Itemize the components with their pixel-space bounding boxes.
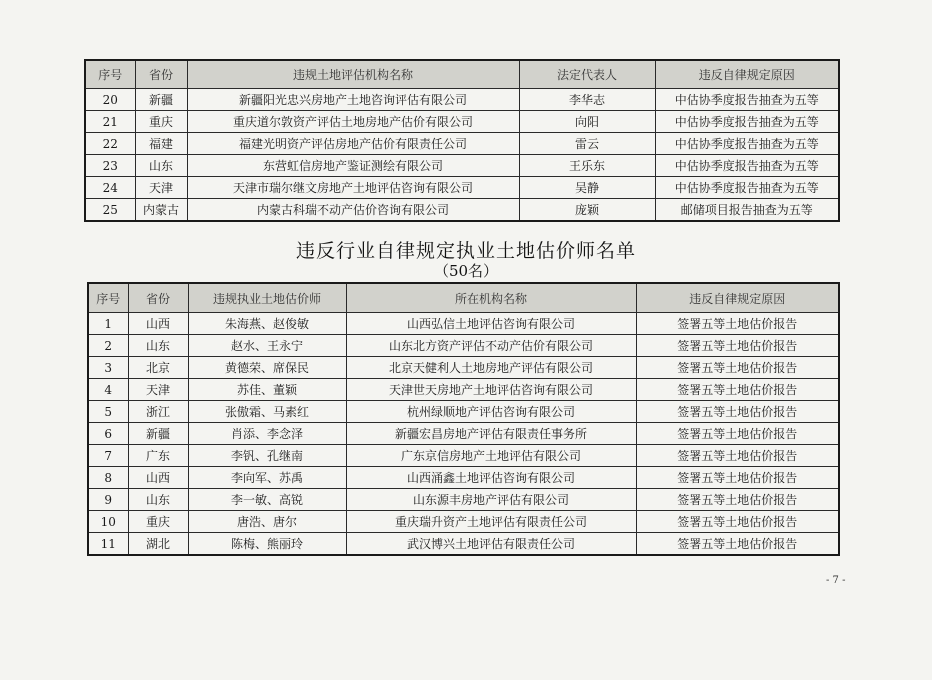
cell-legal-representative: 王乐东 [519,155,655,177]
table-row [88,533,839,556]
cell-valuer-names: 肖添、李念泽 [188,423,346,445]
cell-index: 7 [88,445,128,467]
cell-index: 25 [85,199,135,222]
violating-organizations-table [84,59,840,222]
table-row [85,133,839,155]
cell-organization-name: 北京天健利人土地房地产评估有限公司 [346,357,636,379]
cell-organization-name: 天津世天房地产土地评估咨询有限公司 [346,379,636,401]
table-row [85,111,839,133]
cell-province: 重庆 [135,111,187,133]
cell-valuer-names: 赵水、王永宁 [188,335,346,357]
cell-valuer-names: 陈梅、熊丽玲 [188,533,346,556]
cell-province: 山东 [128,335,188,357]
cell-index: 8 [88,467,128,489]
table-row [88,467,839,489]
section-title: 违反行业自律规定执业土地估价师名单 [295,240,636,262]
table-row [88,313,839,335]
cell-organization-name: 东营虹信房地产鉴证测绘有限公司 [187,155,519,177]
table-header-row [88,283,839,313]
table-row [88,489,839,511]
cell-violation-reason: 签署五等土地估价报告 [636,379,839,401]
cell-violation-reason: 中估协季度报告抽查为五等 [655,133,839,155]
cell-province: 山西 [128,313,188,335]
header-valuer-names: 违规执业土地估价师 [188,283,346,313]
header-province: 省份 [135,60,187,89]
table-body [85,89,839,222]
cell-province: 湖北 [128,533,188,556]
header-organization-name: 所在机构名称 [346,283,636,313]
cell-province: 山东 [135,155,187,177]
cell-organization-name: 武汉博兴土地评估有限责任公司 [346,533,636,556]
table-row [88,423,839,445]
cell-index: 2 [88,335,128,357]
cell-violation-reason: 中估协季度报告抽查为五等 [655,89,839,111]
cell-violation-reason: 签署五等土地估价报告 [636,467,839,489]
cell-organization-name: 重庆瑞升资产土地评估有限责任公司 [346,511,636,533]
cell-organization-name: 重庆道尔敦资产评估土地房地产估价有限公司 [187,111,519,133]
cell-province: 新疆 [128,423,188,445]
table-row [85,155,839,177]
cell-province: 天津 [128,379,188,401]
cell-index: 23 [85,155,135,177]
cell-organization-name: 内蒙古科瑞不动产估价咨询有限公司 [187,199,519,222]
table-row [85,89,839,111]
cell-valuer-names: 唐浩、唐尔 [188,511,346,533]
cell-index: 1 [88,313,128,335]
cell-organization-name: 天津市瑞尔继文房地产土地评估咨询有限公司 [187,177,519,199]
cell-organization-name: 山东北方资产评估不动产估价有限公司 [346,335,636,357]
cell-province: 新疆 [135,89,187,111]
cell-index: 24 [85,177,135,199]
cell-index: 3 [88,357,128,379]
cell-violation-reason: 签署五等土地估价报告 [636,511,839,533]
cell-organization-name: 新疆宏昌房地产评估有限责任事务所 [346,423,636,445]
section-subtitle: （50名） [433,262,499,280]
cell-organization-name: 山东源丰房地产评估有限公司 [346,489,636,511]
cell-violation-reason: 邮储项目报告抽查为五等 [655,199,839,222]
header-index: 序号 [88,283,128,313]
table-row [88,379,839,401]
cell-legal-representative: 向阳 [519,111,655,133]
table-body [88,313,839,556]
cell-province: 浙江 [128,401,188,423]
header-organization-name: 违规土地评估机构名称 [187,60,519,89]
table-row [88,335,839,357]
table-row [88,511,839,533]
cell-index: 6 [88,423,128,445]
cell-index: 22 [85,133,135,155]
cell-index: 9 [88,489,128,511]
header-index: 序号 [85,60,135,89]
cell-index: 20 [85,89,135,111]
cell-violation-reason: 中估协季度报告抽查为五等 [655,155,839,177]
page-number: - 7 - [826,575,846,586]
header-violation-reason: 违反自律规定原因 [655,60,839,89]
cell-valuer-names: 黄德荣、席保民 [188,357,346,379]
header-province: 省份 [128,283,188,313]
cell-province: 山东 [128,489,188,511]
cell-violation-reason: 签署五等土地估价报告 [636,533,839,556]
table-row [88,445,839,467]
cell-valuer-names: 李一敏、高锐 [188,489,346,511]
cell-violation-reason: 中估协季度报告抽查为五等 [655,111,839,133]
cell-violation-reason: 签署五等土地估价报告 [636,357,839,379]
cell-valuer-names: 朱海燕、赵俊敏 [188,313,346,335]
cell-organization-name: 福建光明资产评估房地产估价有限责任公司 [187,133,519,155]
table-header-row [85,60,839,89]
header-violation-reason: 违反自律规定原因 [636,283,839,313]
cell-valuer-names: 苏佳、董颖 [188,379,346,401]
cell-violation-reason: 中估协季度报告抽查为五等 [655,177,839,199]
cell-organization-name: 杭州绿顺地产评估咨询有限公司 [346,401,636,423]
cell-valuer-names: 李钒、孔继南 [188,445,346,467]
table-row [88,357,839,379]
cell-organization-name: 山西弘信土地评估咨询有限公司 [346,313,636,335]
table-row [85,199,839,222]
cell-province: 山西 [128,467,188,489]
cell-province: 北京 [128,357,188,379]
cell-index: 11 [88,533,128,556]
cell-index: 5 [88,401,128,423]
cell-violation-reason: 签署五等土地估价报告 [636,313,839,335]
cell-province: 福建 [135,133,187,155]
cell-violation-reason: 签署五等土地估价报告 [636,335,839,357]
cell-organization-name: 新疆阳光忠兴房地产土地咨询评估有限公司 [187,89,519,111]
cell-valuer-names: 张傲霜、马素红 [188,401,346,423]
cell-legal-representative: 雷云 [519,133,655,155]
cell-violation-reason: 签署五等土地估价报告 [636,401,839,423]
cell-legal-representative: 李华志 [519,89,655,111]
cell-province: 重庆 [128,511,188,533]
cell-province: 广东 [128,445,188,467]
cell-index: 21 [85,111,135,133]
cell-valuer-names: 李向军、苏禹 [188,467,346,489]
table-row [85,177,839,199]
cell-violation-reason: 签署五等土地估价报告 [636,445,839,467]
cell-legal-representative: 庞颖 [519,199,655,222]
cell-index: 4 [88,379,128,401]
cell-province: 天津 [135,177,187,199]
table-row [88,401,839,423]
cell-violation-reason: 签署五等土地估价报告 [636,423,839,445]
cell-violation-reason: 签署五等土地估价报告 [636,489,839,511]
cell-organization-name: 山西涌鑫土地评估咨询有限公司 [346,467,636,489]
cell-index: 10 [88,511,128,533]
header-legal-representative: 法定代表人 [519,60,655,89]
cell-organization-name: 广东京信房地产土地评估有限公司 [346,445,636,467]
cell-province: 内蒙古 [135,199,187,222]
cell-legal-representative: 吴静 [519,177,655,199]
violating-valuers-table [87,282,840,556]
